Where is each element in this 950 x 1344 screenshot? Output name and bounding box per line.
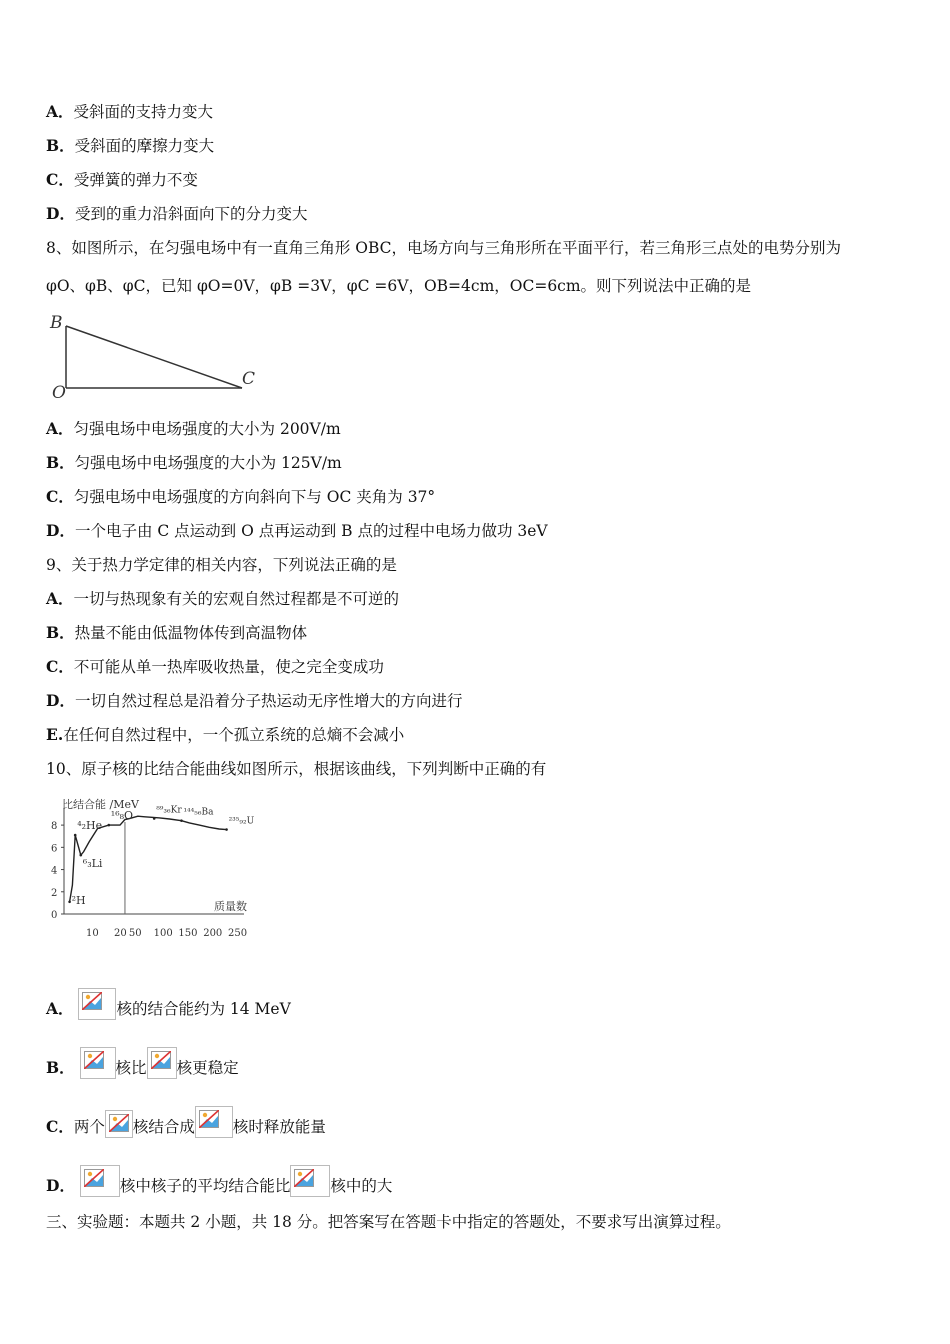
x-tick-label: 250 <box>228 928 248 939</box>
q10-option-c: C．两个 核结合成 核时释放能量 <box>46 1106 326 1138</box>
side-bc <box>66 326 242 388</box>
x-axis-label: 质量数 <box>214 900 247 913</box>
binding-energy-chart <box>46 796 256 946</box>
nuclide-label: ²H <box>71 893 86 907</box>
nuclide-label: ⁶₃Li <box>82 857 103 871</box>
x-tick-label: 150 <box>178 928 198 939</box>
triangle-figure <box>46 310 266 402</box>
q7-option-b: B．受斜面的摩擦力变大 <box>46 136 215 155</box>
nuclide-point <box>80 854 83 857</box>
nuclide-point <box>68 900 71 903</box>
q8-option-a: A．匀强电场中电场强度的大小为 200V/m <box>46 419 341 438</box>
nuclide-label: ¹⁴⁴₅₆Ba <box>183 807 214 818</box>
q8-stem-line1: 8、如图所示，在匀强电场中有一直角三角形 OBC，电场方向与三角形所在平面平行，若三角形三点处的电势分别为 <box>46 239 842 257</box>
y-tick-label: 2 <box>51 887 58 899</box>
q8-option-b: B．匀强电场中电场强度的大小为 125V/m <box>46 453 342 472</box>
broken-image-icon <box>80 1165 120 1197</box>
q7-option-a: A．受斜面的支持力变大 <box>46 102 214 121</box>
q7-option-d: D．受到的重力沿斜面向下的分力变大 <box>46 204 308 223</box>
section3-heading: 三、实验题：本题共 2 小题，共 18 分。把答案写在答题卡中指定的答题处，不要求写出演算过程。 <box>46 1213 731 1231</box>
nuclide-point <box>74 834 77 837</box>
label-b: B <box>50 313 63 333</box>
q10-option-d: D． 核中核子的平均结合能比 核中的大 <box>46 1165 392 1197</box>
q9-option-e: E.在任何自然过程中，一个孤立系统的总熵不会减小 <box>46 725 405 744</box>
nuclide-label: ¹⁶₈O <box>110 809 134 823</box>
nuclide-point <box>153 817 156 820</box>
q9-option-c: C．不可能从单一热库吸收热量，使之完全变成功 <box>46 657 384 676</box>
broken-image-icon <box>105 1110 133 1138</box>
q9-option-a: A．一切与热现象有关的宏观自然过程都是不可逆的 <box>46 589 400 608</box>
q8-stem-line2: φO、φB、φC，已知 φO=0V，φB =3V，φC =6V，OB=4cm，OC=6cm。则下列说法中正确的是 <box>46 277 752 295</box>
q9-option-b: B．热量不能由低温物体传到高温物体 <box>46 623 308 642</box>
q8-option-d: D．一个电子由 C 点运动到 O 点再运动到 B 点的过程中电场力做功 3eV <box>46 521 548 540</box>
q9-option-d: D．一切自然过程总是沿着分子热运动无序性增大的方向进行 <box>46 691 463 710</box>
nuclide-point <box>225 828 228 831</box>
x-tick-label: 100 <box>153 928 173 939</box>
broken-image-icon <box>78 988 116 1020</box>
y-tick-label: 0 <box>51 910 58 921</box>
nuclide-label: ²³⁵₉₂U <box>228 816 255 827</box>
y-tick-label: 6 <box>51 843 58 855</box>
broken-image-icon <box>195 1106 233 1138</box>
y-tick-label: 4 <box>51 865 58 877</box>
y-tick-label: 8 <box>51 821 58 833</box>
broken-image-icon <box>147 1047 177 1079</box>
broken-image-icon <box>290 1165 330 1197</box>
x-tick-label: 50 <box>128 928 142 939</box>
q10-option-a: A． 核的结合能约为 14 MeV <box>46 988 291 1020</box>
broken-image-icon <box>80 1047 116 1079</box>
nuclide-label: ⁴₂He <box>77 819 103 833</box>
label-o: O <box>52 383 66 402</box>
nuclide-point <box>108 824 111 827</box>
q8-option-c: C．匀强电场中电场强度的方向斜向下与 OC 夹角为 37° <box>46 487 436 506</box>
q9-stem: 9、关于热力学定律的相关内容，下列说法正确的是 <box>46 556 397 574</box>
nuclide-point <box>180 819 183 822</box>
q10-stem: 10、原子核的比结合能曲线如图所示，根据该曲线，下列判断中正确的有 <box>46 760 547 778</box>
nuclide-label: ⁸⁹₃₆Kr <box>156 805 182 816</box>
q10-option-b: B． 核比 核更稳定 <box>46 1047 239 1079</box>
q7-option-c: C．受弹簧的弹力不变 <box>46 170 198 189</box>
x-tick-label: 200 <box>203 928 223 939</box>
x-tick-label: 20 <box>114 928 127 939</box>
chart-title: 比结合能 /MeV <box>62 798 139 811</box>
x-tick-label: 10 <box>86 928 99 939</box>
label-c: C <box>242 369 256 389</box>
